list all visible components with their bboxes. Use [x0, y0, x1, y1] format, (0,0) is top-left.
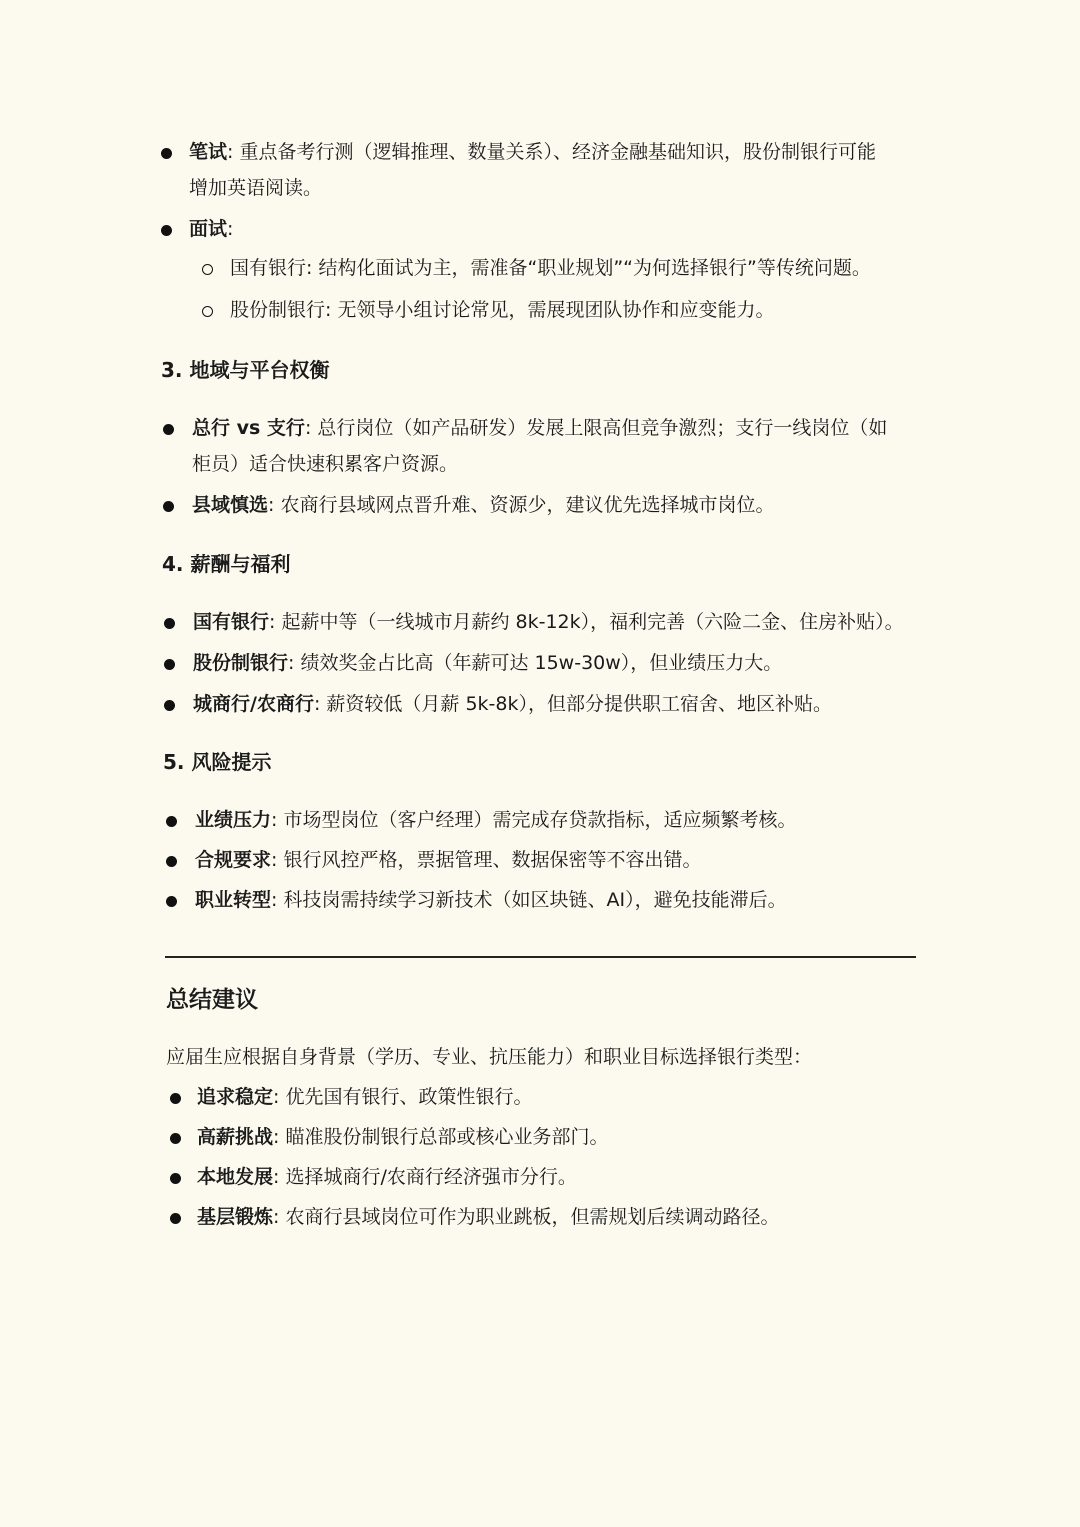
summary-item	[197, 1203, 779, 1231]
item-sep: :	[271, 849, 284, 871]
interview-sub-text: 无领导小组讨论常见，需展现团队协作和应变能力。	[337, 299, 775, 321]
summary-intro: 应届生应根据自身背景（学历、专业、抗压能力）和职业目标选择银行类型：	[166, 1046, 813, 1068]
bullet-dot	[166, 816, 177, 827]
interview-item	[189, 215, 233, 243]
item-text-line1: 农商行县域网点晋升难、资源少，建议优先选择城市岗位。	[280, 494, 775, 516]
section5-item	[195, 886, 787, 914]
interview-sep: :	[227, 218, 234, 240]
interview-sub-item	[230, 254, 871, 282]
bullet-dot	[170, 1133, 181, 1144]
bullet-dot	[164, 659, 175, 670]
summary-item	[197, 1123, 608, 1151]
summary-item	[197, 1163, 577, 1191]
item-sep: :	[273, 1086, 286, 1108]
bullet-dot	[163, 424, 174, 435]
item-text: 科技岗需持续学习新技术（如区块链、AI），避免技能滞后。	[283, 889, 787, 911]
item-sep: :	[271, 889, 284, 911]
item-label: 本地发展	[197, 1166, 274, 1188]
section-heading: 3. 地域与平台权衡	[161, 358, 330, 382]
item-label: 职业转型	[195, 889, 272, 911]
interview-sub-item	[230, 296, 774, 324]
item-label: 国有银行	[193, 611, 270, 633]
item-sep: :	[288, 652, 301, 674]
item-label: 县域慎选	[192, 494, 269, 516]
section5-item	[195, 806, 796, 834]
item-label: 追求稳定	[197, 1086, 274, 1108]
written-exam-text-line2: 增加英语阅读。	[189, 177, 323, 199]
horizontal-divider	[165, 956, 916, 958]
section-heading: 4. 薪酬与福利	[162, 552, 291, 576]
section3-item	[192, 491, 774, 519]
sub-bullet-circle	[202, 264, 213, 275]
item-label: 总行 vs 支行	[192, 417, 305, 439]
item-text: 选择城商行/农商行经济强市分行。	[285, 1166, 577, 1188]
bullet-dot	[164, 618, 175, 629]
bullet-dot	[166, 896, 177, 907]
bullet-dot	[163, 501, 174, 512]
interview-sub-label: 股份制银行	[230, 299, 326, 321]
bullet-dot	[161, 148, 172, 159]
item-sep: :	[268, 494, 281, 516]
bullet-dot	[161, 225, 172, 236]
item-text-line2: 柜员）适合快速积累客户资源。	[192, 453, 459, 475]
item-sep: :	[273, 1126, 286, 1148]
section4-item	[193, 649, 782, 677]
interview-label: 面试	[189, 218, 228, 240]
section3-item	[192, 414, 887, 442]
item-sep: :	[313, 693, 327, 715]
item-text: 绩效奖金占比高（年薪可达 15w-30w），但业绩压力大。	[300, 652, 783, 674]
summary-heading: 总结建议	[166, 987, 258, 1013]
section4-item	[193, 608, 904, 636]
written-exam-sep: :	[227, 141, 240, 163]
item-label: 城商行/农商行	[193, 693, 314, 715]
item-text: 瞄准股份制银行总部或核心业务部门。	[285, 1126, 609, 1148]
item-label: 基层锻炼	[197, 1206, 274, 1228]
item-label: 业绩压力	[195, 809, 272, 831]
interview-sub-text: 结构化面试为主，需准备“职业规划”“为何选择银行”等传统问题。	[318, 257, 871, 279]
item-text: 起薪中等（一线城市月薪约 8k-12k），福利完善（六险二金、住房补贴）。	[281, 611, 904, 633]
bullet-dot	[170, 1213, 181, 1224]
section4-item	[193, 690, 832, 718]
interview-sub-sep: :	[306, 257, 319, 279]
item-text: 薪资较低（月薪 5k-8k），但部分提供职工宿舍、地区补贴。	[326, 693, 832, 715]
item-sep: :	[269, 611, 282, 633]
summary-item	[197, 1083, 532, 1111]
bullet-dot	[164, 700, 175, 711]
item-label: 高薪挑战	[197, 1126, 274, 1148]
item-sep: :	[304, 417, 318, 439]
item-text: 银行风控严格，票据管理、数据保密等不容出错。	[283, 849, 702, 871]
item-text-line1: 总行岗位（如产品研发）发展上限高但竞争激烈；支行一线岗位（如	[317, 417, 888, 439]
item-text: 农商行县域岗位可作为职业跳板，但需规划后续调动路径。	[285, 1206, 780, 1228]
interview-sub-label: 国有银行	[230, 257, 307, 279]
item-sep: :	[273, 1206, 286, 1228]
item-label: 合规要求	[195, 849, 272, 871]
bullet-dot	[170, 1093, 181, 1104]
interview-sub-sep: :	[325, 299, 338, 321]
item-sep: :	[271, 809, 284, 831]
bullet-dot	[166, 856, 177, 867]
written-exam-label: 笔试	[189, 141, 228, 163]
sub-bullet-circle	[202, 306, 213, 317]
bullet-dot	[170, 1173, 181, 1184]
written-exam-item	[189, 138, 876, 166]
section5-item	[195, 846, 701, 874]
item-text: 优先国有银行、政策性银行。	[285, 1086, 533, 1108]
item-label: 股份制银行	[193, 652, 289, 674]
section-heading: 5. 风险提示	[163, 750, 272, 774]
item-sep: :	[273, 1166, 286, 1188]
written-exam-text-line1: 重点备考行测（逻辑推理、数量关系）、经济金融基础知识，股份制银行可能	[239, 141, 876, 163]
item-text: 市场型岗位（客户经理）需完成存贷款指标，适应频繁考核。	[283, 809, 797, 831]
